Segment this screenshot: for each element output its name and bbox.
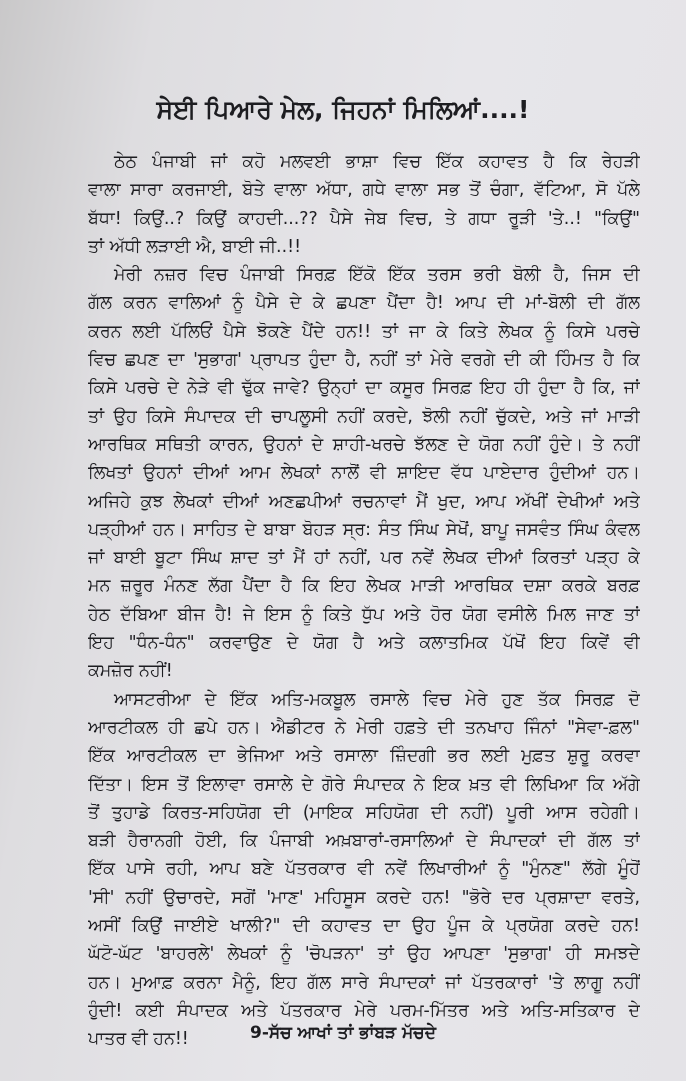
text-line: ਘੱਟੋ-ਘੱਟ 'ਬਾਹਰਲੇ' ਲੇਖਕਾਂ ਨੂੰ 'ਚੋਪੜਨਾ' ਤਾਂ ਉਹ ਆਪਣਾ 'ਸੁਭਾਗ' ਹੀ ਸਮਝਦੇ: [88, 944, 640, 965]
text-line: ਜਾਂ ਬਾਈ ਬੂਟਾ ਸਿੰਘ ਸ਼ਾਦ ਤਾਂ ਮੈਂ ਹਾਂ ਨਹੀਂ, ਪਰ ਨਵੇਂ ਲੇਖਕ ਦੀਆਂ ਕਿਰਤਾਂ ਪੜ੍ਹ ਕੇ: [88, 548, 640, 569]
text-line: ਇਹ "ਧੰਨ-ਧੰਨ" ਕਰਵਾਉਣ ਦੇ ਯੋਗ ਹੈ ਅਤੇ ਕਲਾਤਮਿਕ ਪੱਖੋਂ ਇਹ ਕਿਵੇਂ ਵੀ: [88, 633, 640, 654]
page-title: ਸੇਈ ਪਿਆਰੇ ਮੇਲ, ਜਿਹਨਾਂ ਮਿਲਿਆਂ....!: [156, 95, 530, 124]
text-line: ਲਿਖਤਾਂ ਉਹਨਾਂ ਦੀਆਂ ਆਮ ਲੇਖਕਾਂ ਨਾਲੋਂ ਵੀ ਸ਼ਾਇਦ ਵੱਧ ਪਾਏਦਾਰ ਹੁੰਦੀਆਂ ਹਨ।: [88, 463, 640, 484]
text-line: ਆਰਟੀਕਲ ਹੀ ਛਪੇ ਹਨ। ਐਡੀਟਰ ਨੇ ਮੇਰੀ ਹਫ਼ਤੇ ਦੀ ਤਨਖਾਹ ਜਿੰਨਾਂ "ਸੇਵਾ-ਫ਼ਲ": [88, 717, 640, 738]
text-line: ਤਾਂ ਉਹ ਕਿਸੇ ਸੰਪਾਦਕ ਦੀ ਚਾਪਲੂਸੀ ਨਹੀਂ ਕਰਦੇ, ਝੋਲੀ ਨਹੀਂ ਚੁੱਕਦੇ, ਅਤੇ ਜਾਂ ਮਾੜੀ: [88, 406, 640, 427]
text-line: ਇੱਕ ਪਾਸੇ ਰਹੀ, ਆਪ ਬਣੇ ਪੱਤਰਕਾਰ ਵੀ ਨਵੇਂ ਲਿਖਾਰੀਆਂ ਨੂੰ "ਮੁੰਨਣ" ਲੱਗੇ ਮੂੰਹੋਂ: [88, 859, 640, 880]
text-line: 'ਸੀ' ਨਹੀਂ ਉਚਾਰਦੇ, ਸਗੋਂ 'ਮਾਣ' ਮਹਿਸੂਸ ਕਰਦੇ ਹਨ! "ਭੋਰੇ ਦਰ ਪ੍ਰਸ਼ਾਦਾ ਵਰਤੇ,: [88, 887, 640, 908]
body-text: [88, 148, 640, 1054]
text-line: ਕਮਜ਼ੋਰ ਨਹੀਂ!: [88, 661, 173, 682]
text-line: ਆਸਟਰੀਆ ਦੇ ਇੱਕ ਅਤਿ-ਮਕਬੂਲ ਰਸਾਲੇ ਵਿਚ ਮੇਰੇ ਹੁਣ ਤੱਕ ਸਿਰਫ਼ ਦੋ: [114, 689, 640, 710]
text-line: ਗੱਲ ਕਰਨ ਵਾਲਿਆਂ ਨੂੰ ਪੈਸੇ ਦੇ ਕੇ ਛਪਣਾ ਪੈਂਦਾ ਹੈ! ਆਪ ਦੀ ਮਾਂ-ਬੋਲੀ ਦੀ ਗੱਲ: [88, 293, 640, 314]
text-line: ਹੁੰਦੀ! ਕਈ ਸੰਪਾਦਕ ਅਤੇ ਪੱਤਰਕਾਰ ਮੇਰੇ ਪਰਮ-ਮਿੱਤਰ ਅਤੇ ਅਤਿ-ਸਤਿਕਾਰ ਦੇ: [88, 1000, 640, 1021]
text-line: ਦਿੱਤਾ। ਇਸ ਤੋਂ ਇਲਾਵਾ ਰਸਾਲੇ ਦੇ ਗੋਰੇ ਸੰਪਾਦਕ ਨੇ ਇਕ ਖ਼ਤ ਵੀ ਲਿਖਿਆ ਕਿ ਅੱਗੇ: [88, 774, 640, 795]
text-line: ਪਾਤਰ ਵੀ ਹਨ!!: [88, 1029, 189, 1050]
text-line: ਅਜਿਹੇ ਕੁਝ ਲੇਖਕਾਂ ਦੀਆਂ ਅਣਛਪੀਆਂ ਰਚਨਾਵਾਂ ਮੈਂ ਖੁਦ, ਆਪ ਅੱਖੀਂ ਦੇਖੀਆਂ ਅਤੇ: [88, 491, 640, 512]
text-line: ਕਿਸੇ ਪਰਚੇ ਦੇ ਨੇੜੇ ਵੀ ਢੁੱਕ ਜਾਵੇ? ਉਨ੍ਹਾਂ ਦਾ ਕਸੂਰ ਸਿਰਫ਼ ਇਹ ਹੀ ਹੁੰਦਾ ਹੈ ਕਿ, ਜਾਂ: [88, 378, 640, 399]
text-line: ਆਰਥਿਕ ਸਥਿਤੀ ਕਾਰਨ, ਉਹਨਾਂ ਦੇ ਸ਼ਾਹੀ-ਖਰਚੇ ਝੱਲਣ ਦੇ ਯੋਗ ਨਹੀਂ ਹੁੰਦੇ। ਤੇ ਨਹੀਂ: [88, 434, 640, 455]
paragraph-2: [88, 261, 640, 685]
text-line: ਵਿਚ ਛਪਣ ਦਾ 'ਸੁਭਾਗ' ਪ੍ਰਾਪਤ ਹੁੰਦਾ ਹੈ, ਨਹੀਂ ਤਾਂ ਮੇਰੇ ਵਰਗੇ ਦੀ ਕੀ ਹਿੰਮਤ ਹੈ ਕਿ: [88, 350, 640, 371]
text-line: ਠੇਠ ਪੰਜਾਬੀ ਜਾਂ ਕਹੋ ਮਲਵਈ ਭਾਸ਼ਾ ਵਿਚ ਇੱਕ ਕਹਾਵਤ ਹੈ ਕਿ ਰੇਹੜੀ: [114, 152, 640, 172]
text-line: ਤਾਂ ਅੱਧੀ ਲੜਾਈ ਐ, ਬਾਈ ਜੀ..!!: [88, 236, 302, 257]
text-line: ਅਸੀਂ ਕਿਉਂ ਜਾਈਏ ਖਾਲੀ?" ਦੀ ਕਹਾਵਤ ਦਾ ਉਹ ਪੂੰਜ ਕੇ ਪ੍ਰਯੋਗ ਕਰਦੇ ਹਨ!: [88, 916, 640, 937]
text-line: ਹੇਠ ਦੱਬਿਆ ਬੀਜ ਹੈ! ਜੇ ਇਸ ਨੂੰ ਕਿਤੇ ਧੁੱਪ ਅਤੇ ਹੋਰ ਯੋਗ ਵਸੀਲੇ ਮਿਲ ਜਾਣ ਤਾਂ: [88, 604, 640, 625]
text-line: ਬੜੀ ਹੈਰਾਨਗੀ ਹੋਈ, ਕਿ ਪੰਜਾਬੀ ਅਖ਼ਬਾਰਾਂ-ਰਸਾਲਿਆਂ ਦੇ ਸੰਪਾਦਕਾਂ ਦੀ ਗੱਲ ਤਾਂ: [88, 831, 640, 852]
text-line: ਬੱਧਾ! ਕਿਉਂ..? ਕਿਉਂ ਕਾਹਦੀ...?? ਪੈਸੇ ਜੇਬ ਵਿਚ, ਤੇ ਗਧਾ ਰੂੜੀ 'ਤੇ..! "ਕਿਉਂ": [88, 208, 640, 229]
paragraph-1: [88, 148, 640, 261]
text-line: ਪੜ੍ਹੀਆਂ ਹਨ। ਸਾਹਿਤ ਦੇ ਬਾਬਾ ਬੋਹੜ ਸ੍ਰ: ਸੰਤ ਸਿੰਘ ਸੇਖੋਂ, ਬਾਪੂ ਜਸਵੰਤ ਸਿੰਘ ਕੰਵਲ: [88, 519, 640, 540]
text-line: ਮੇਰੀ ਨਜ਼ਰ ਵਿਚ ਪੰਜਾਬੀ ਸਿਰਫ਼ ਇੱਕੋ ਇੱਕ ਤਰਸ ਭਰੀ ਬੋਲੀ ਹੈ, ਜਿਸ ਦੀ: [114, 265, 640, 286]
text-line: ਮਨ ਜ਼ਰੂਰ ਮੰਨਣ ਲੱਗ ਪੈਂਦਾ ਹੈ ਕਿ ਇਹ ਲੇਖਕ ਮਾੜੀ ਆਰਥਿਕ ਦਸ਼ਾ ਕਰਕੇ ਬਰਫ਼: [88, 576, 640, 597]
page-footer: 9-ਸੱਚ ਆਖਾਂ ਤਾਂ ਭਾਂਬੜ ਮੱਚਦੇ: [250, 1023, 436, 1043]
text-line: ਹਨ। ਮੁਆਫ਼ ਕਰਨਾ ਮੈਨੂੰ, ਇਹ ਗੱਲ ਸਾਰੇ ਸੰਪਾਦਕਾਂ ਜਾਂ ਪੱਤਰਕਾਰਾਂ 'ਤੇ ਲਾਗੂ ਨਹੀਂ: [88, 972, 640, 993]
text-line: ਤੋਂ ਤੁਹਾਡੇ ਕਿਰਤ-ਸਹਿਯੋਗ ਦੀ (ਮਾਇਕ ਸਹਿਯੋਗ ਦੀ ਨਹੀਂ) ਪੂਰੀ ਆਸ ਰਹੇਗੀ।: [88, 802, 640, 823]
text-line: ਵਾਲਾ ਸਾਰਾ ਕਰਜਾਈ, ਬੋਤੇ ਵਾਲਾ ਅੱਧਾ, ਗਧੇ ਵਾਲਾ ਸਭ ਤੋਂ ਚੰਗਾ, ਵੱਟਿਆ, ਸੋ ਪੱਲੇ: [88, 180, 640, 201]
text-line: ਕਰਨ ਲਈ ਪੱਲਿਓਂ ਪੈਸੇ ਝੋਕਣੇ ਪੈਂਦੇ ਹਨ!! ਤਾਂ ਜਾ ਕੇ ਕਿਤੇ ਲੇਖਕ ਨੂੰ ਕਿਸੇ ਪਰਚੇ: [88, 321, 640, 342]
text-line: ਇੱਕ ਆਰਟੀਕਲ ਦਾ ਭੇਜਿਆ ਅਤੇ ਰਸਾਲਾ ਜ਼ਿੰਦਗੀ ਭਰ ਲਈ ਮੁਫ਼ਤ ਸ਼ੁਰੂ ਕਰਵਾ: [88, 746, 640, 767]
paragraph-3: [88, 686, 640, 1054]
